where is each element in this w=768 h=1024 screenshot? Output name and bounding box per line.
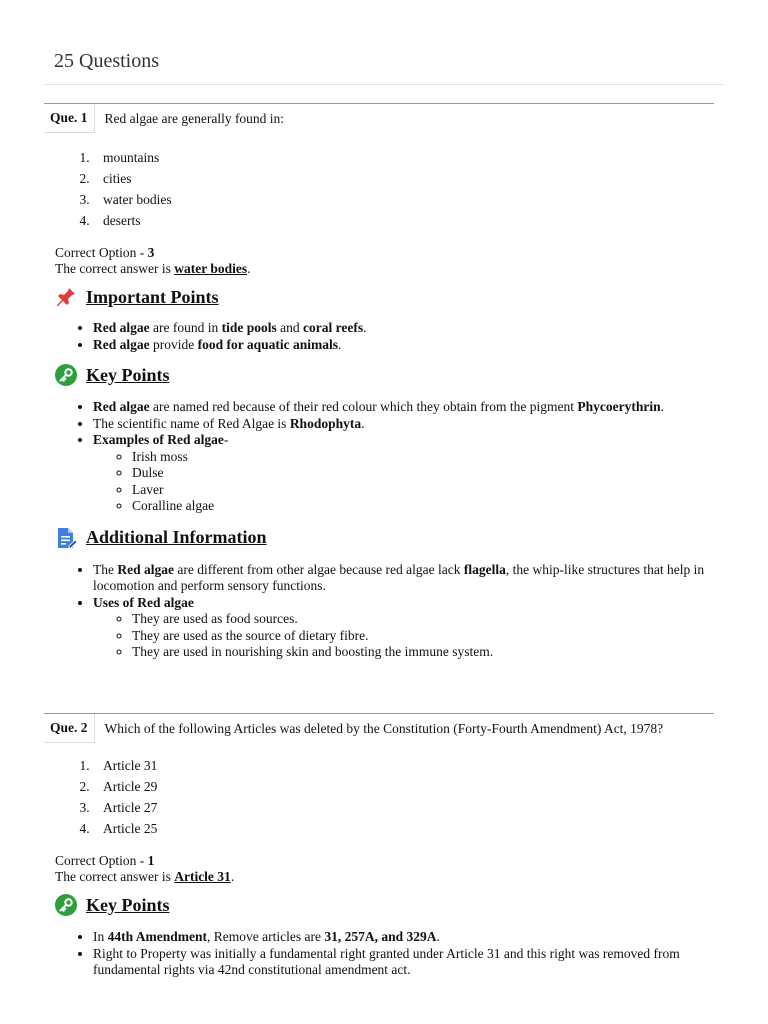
question-2 [44,713,714,979]
uses-list [93,611,714,661]
question-1 [44,103,714,661]
correct-answer: The correct answer is Article 31. [55,869,235,884]
correct-option: Correct Option - 1 [55,853,155,868]
list-item: • The Red algae are different from other algae because red algae lack flagella, the whip-like structures that help in locomotion and perform sensory functions. [93,562,714,595]
key-points-list [44,399,714,515]
list-item: • The scientific name of Red Algae is Rhodophyta. [93,416,714,433]
options-list [44,147,714,231]
option-item: 4. deserts [93,210,714,231]
key-icon [55,364,77,386]
key-icon [55,894,77,916]
answer-block [55,853,714,885]
list-item: • Red algae are named red because of their red colour which they obtain from the pigment Phycoerythrin. [93,399,714,416]
list-item: ◦ Laver [132,482,714,499]
examples-list [93,449,714,515]
question-label: Que. 1 [44,104,95,133]
option-item: 4. Article 25 [93,818,714,839]
list-item: • Red algae are found in tide pools and coral reefs. [93,320,714,337]
option-item: 3. water bodies [93,189,714,210]
question-text: Red algae are generally found in: [104,111,285,126]
list-item: ◦ They are used in nourishing skin and boosting the immune system. [132,644,714,661]
list-item: ◦ They are used as food sources. [132,611,714,628]
key-points-list [44,929,714,979]
list-item: • Right to Property was initially a fundamental right granted under Article 31 and this right was removed from fundamental rights via 42nd constitutional amendment act. [93,946,714,979]
list-item: • Uses of Red algae ◦ They are used as food sources. ◦ They are used as the source of dietary fibre. ◦ They are used in nourishing skin and boosting the immune system. [93,595,714,661]
key-points-heading: Key Points [55,891,714,919]
list-item: • Red algae provide food for aquatic animals. [93,337,714,354]
option-item: 3. Article 27 [93,797,714,818]
question-label: Que. 2 [44,714,95,743]
answer-block [55,245,714,277]
list-item: ◦ Coralline algae [132,498,714,515]
title-divider [44,84,724,85]
important-points-heading: Important Points [55,283,714,311]
options-list [44,755,714,839]
list-item: • In 44th Amendment, Remove articles are 31, 257A, and 329A. [93,929,714,946]
correct-answer: The correct answer is water bodies. [55,261,251,276]
pushpin-icon [55,286,77,308]
list-item: ◦ They are used as the source of dietary fibre. [132,628,714,645]
additional-information-heading: Additional Information [55,524,714,552]
document-edit-icon [55,527,77,549]
list-item: • Examples of Red algae- ◦ Irish moss ◦ Dulse ◦ Laver ◦ Coralline algae [93,432,714,515]
option-item: 2. cities [93,168,714,189]
list-item: ◦ Dulse [132,465,714,482]
page-title: 25 Questions [54,50,159,72]
key-points-heading: Key Points [55,361,714,389]
list-item: ◦ Irish moss [132,449,714,466]
option-item: 1. mountains [93,147,714,168]
additional-information-list [44,562,714,661]
option-item: 1. Article 31 [93,755,714,776]
question-text: Which of the following Articles was deleted by the Constitution (Forty-Fourth Amendment) Act, 1978? [104,721,664,736]
question-header [44,104,714,133]
question-header [44,714,714,743]
correct-option: Correct Option - 3 [55,245,155,260]
important-points-list [44,320,714,353]
option-item: 2. Article 29 [93,776,714,797]
